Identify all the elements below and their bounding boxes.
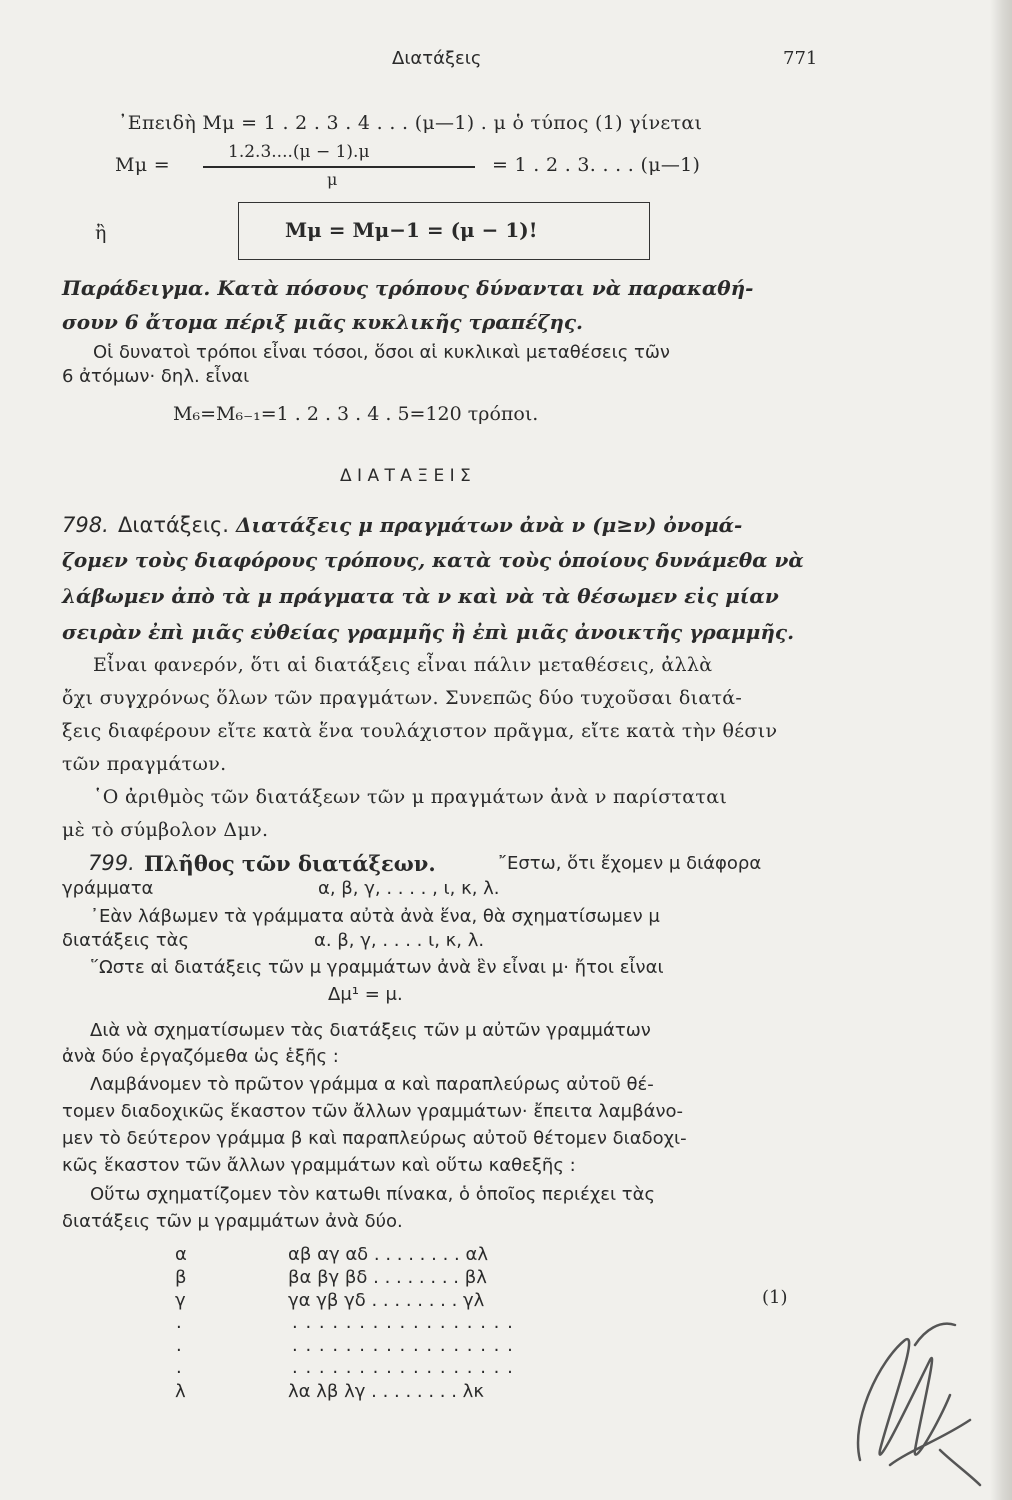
fraction-denominator: μ xyxy=(327,170,338,189)
table-row-first: γ xyxy=(175,1290,186,1311)
section-798-line-6: ὄχι συγχρόνως ὅλων τῶν πραγμάτων. Συνεπῶς δύο τυχοῦσαι διατά- xyxy=(62,687,743,709)
section-798-line-3: λάβωμεν ἀπὸ τὰ μ πράγματα τὰ ν καὶ νὰ τὰ θέσωμεν εἰς μίαν xyxy=(62,584,779,608)
section-798-line-4: σειρὰν ἐπὶ μιᾶς εὐθείας γραμμῆς ἢ ἐπὶ μιᾶς ἀνοικτῆς γραμμῆς. xyxy=(62,620,795,644)
section-798-line-10: μὲ τὸ σύμβολον Δμν. xyxy=(62,819,269,841)
handwritten-signature xyxy=(820,1300,990,1490)
section-798-line-1: Διατάξεις μ πραγμάτων ἀνὰ ν (μ≥ν) ὀνομά- xyxy=(236,513,743,537)
table-row-pairs: . . . . . . . . . . . . . . . . . xyxy=(292,1312,514,1333)
section-799-line-10: μεν τὸ δεύτερον γράμμα β καὶ παραπλεύρως αὐτοῦ θέτομεν διαδοχι- xyxy=(62,1128,687,1149)
section-799-line-2a: γράμματα xyxy=(62,878,154,899)
table-row-first: . xyxy=(176,1312,182,1333)
table-row-first: λ xyxy=(175,1381,186,1402)
table-row-first: α xyxy=(175,1244,187,1265)
section-799-line-4b: α. β, γ, . . . . ι, κ, λ. xyxy=(314,930,485,951)
table-row-pairs: γα γβ γδ . . . . . . . . γλ xyxy=(288,1290,485,1311)
section-799-line-6: Διὰ νὰ σχηματίσωμεν τὰς διατάξεις τῶν μ αὐτῶν γραμμάτων xyxy=(90,1020,651,1041)
equation-label: (1) xyxy=(762,1287,788,1308)
table-row-first: . xyxy=(176,1335,182,1356)
section-799-line-1: ῎Εστω, ὅτι ἔχομεν μ διάφορα xyxy=(498,853,762,874)
example-line-4: 6 ἀτόμων· δηλ. εἶναι xyxy=(62,366,250,387)
section-799-line-2b: α, β, γ, . . . . , ι, κ, λ. xyxy=(318,878,500,899)
section-799-line-7: ἀνὰ δύο ἐργαζόμεθα ὡς ἑξῆς : xyxy=(62,1046,339,1067)
section-799-line-13: διατάξεις τῶν μ γραμμάτων ἀνὰ δύο. xyxy=(62,1211,403,1232)
section-799-line-3: ᾿Εὰν λάβωμεν τὰ γράμματα αὐτὰ ἀνὰ ἕνα, θὰ σχηματίσωμεν μ xyxy=(90,906,660,927)
section-799-line-8: Λαμβάνομεν τὸ πρῶτον γράμμα α καὶ παραπλεύρως αὐτοῦ θέ- xyxy=(90,1074,654,1095)
table-row-pairs: αβ αγ αδ . . . . . . . . αλ xyxy=(288,1244,488,1265)
running-header-title: Διατάξεις xyxy=(392,48,482,69)
section-799-line-4a: διατάξεις τὰς xyxy=(62,930,190,951)
page-edge-shadow xyxy=(990,0,1012,1500)
table-row-pairs: λα λβ λγ . . . . . . . . λκ xyxy=(288,1381,484,1402)
section-798-line-9: ῾Ο ἀριθμὸς τῶν διατάξεων τῶν μ πραγμάτων ἀνὰ ν παρίσταται xyxy=(93,786,728,808)
section-title: Δ Ι Α Τ Α Ξ Ε Ι Σ xyxy=(340,466,471,486)
page-number: 771 xyxy=(783,48,818,69)
table-row-pairs: . . . . . . . . . . . . . . . . . xyxy=(292,1357,514,1378)
fraction-bar xyxy=(203,166,475,168)
section-798-number: 798. xyxy=(62,513,109,537)
section-798-line-5: Εἶναι φανερόν, ὅτι αἱ διατάξεις εἶναι πάλιν μεταθέσεις, ἀλλὰ xyxy=(93,654,713,676)
section-798-line-8: τῶν πραγμάτων. xyxy=(62,753,227,775)
section-798-line-7: ξεις διαφέρουν εἴτε κατὰ ἕνα τουλάχιστον πρᾶγμα, εἴτε κατὰ τὴν θέσιν xyxy=(62,720,778,742)
example-title-line-1: Παράδειγμα. Κατὰ πόσους τρόπους δύνανται νὰ παρακαθή- xyxy=(62,276,754,300)
section-799-heading: Πλῆθος τῶν διατάξεων. xyxy=(144,851,436,876)
section-799-line-12: Οὕτω σχηματίζομεν τὸν κατωθι πίνακα, ὁ ὁποῖος περιέχει τὰς xyxy=(90,1184,656,1205)
boxed-formula: Μμ = Μμ−1 = (μ − 1)! xyxy=(285,218,538,242)
section-799-line-9: τομεν διαδοχικῶς ἕκαστον τῶν ἄλλων γραμμάτων· ἔπειτα λαμβάνο- xyxy=(62,1101,684,1122)
intro-rhs: = 1 . 2 . 3. . . . (μ—1) xyxy=(492,154,701,176)
intro-line-1: ᾿Επειδὴ Μμ = 1 . 2 . 3 . 4 . . . (μ—1) . μ ὁ τύπος (1) γίνεται xyxy=(118,112,703,134)
intro-lhs: Μμ = xyxy=(115,154,170,176)
table-row-pairs: . . . . . . . . . . . . . . . . . xyxy=(292,1335,514,1356)
example-line-3: Οἱ δυνατοὶ τρόποι εἶναι τόσοι, ὅσοι αἱ κυκλικαὶ μεταθέσεις τῶν xyxy=(93,342,670,363)
eta-word: ἢ xyxy=(95,222,107,244)
table-row-first: β xyxy=(175,1267,187,1288)
section-798-heading: Διατάξεις. xyxy=(118,513,229,537)
fraction-numerator: 1.2.3....(μ − 1).μ xyxy=(228,142,370,162)
table-row-first: . xyxy=(176,1357,182,1378)
section-799-line-5: ῞Ωστε αἱ διατάξεις τῶν μ γραμμάτων ἀνὰ ἓν εἶναι μ· ἤτοι εἶναι xyxy=(90,957,664,978)
section-799-formula: Δμ¹ = μ. xyxy=(328,984,403,1005)
table-row-pairs: βα βγ βδ . . . . . . . . βλ xyxy=(288,1267,487,1288)
section-798-line-2: ζομεν τοὺς διαφόρους τρόπους, κατὰ τοὺς ὁποίους δυνάμεθα νὰ xyxy=(62,548,804,572)
section-799-number: 799. xyxy=(88,851,135,875)
example-title-line-2: σουν 6 ἄτομα πέριξ μιᾶς κυκλικῆς τραπέζης. xyxy=(62,310,583,334)
section-799-line-11: κῶς ἕκαστον τῶν ἄλλων γραμμάτων καὶ οὕτω καθεξῆς : xyxy=(62,1155,576,1176)
example-formula: Μ₆=Μ₆₋₁=1 . 2 . 3 . 4 . 5=120 τρόποι. xyxy=(173,403,539,425)
